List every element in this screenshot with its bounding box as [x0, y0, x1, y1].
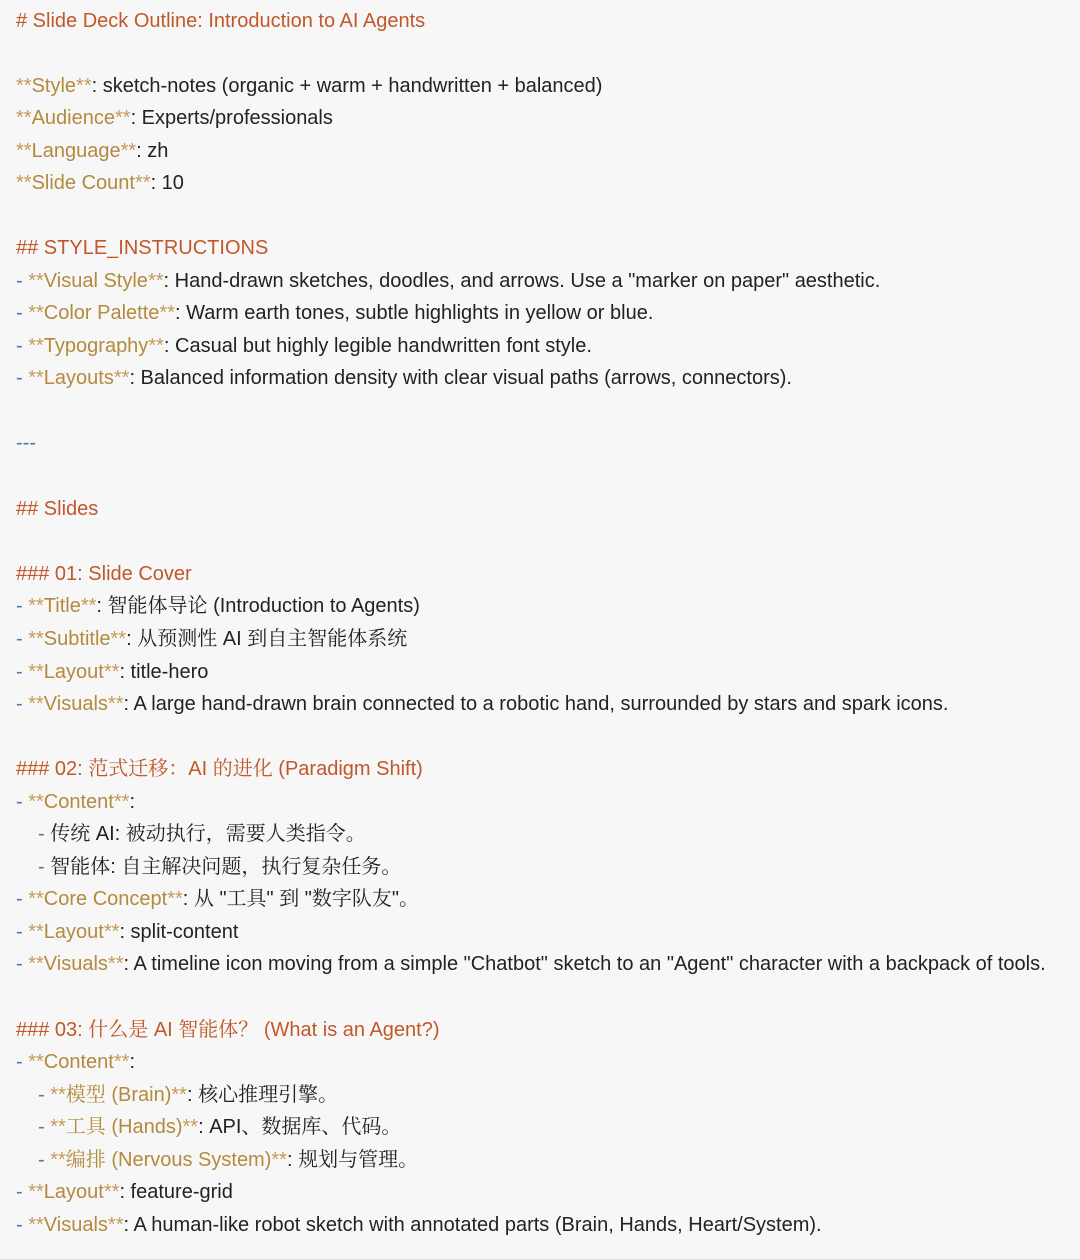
- bold-marker: **: [76, 75, 92, 97]
- bold-marker: **: [28, 1181, 44, 1203]
- value-core-concept: : 从 "工具" 到 "数字队友"。: [182, 888, 419, 910]
- bold-marker: **: [167, 888, 183, 910]
- list-bullet: -: [16, 302, 29, 324]
- bold-marker: **: [28, 921, 44, 943]
- bold-marker: **: [147, 270, 164, 292]
- list-bullet: -: [16, 595, 29, 617]
- list-bullet: -: [38, 1084, 51, 1106]
- value-visuals: : A human-like robot sketch with annotated parts (Brain, Hands, Heart/System).: [123, 1214, 822, 1236]
- bold-marker: **: [107, 1214, 124, 1236]
- list-bullet: -: [16, 661, 29, 683]
- value-slide-count: : 10: [150, 172, 184, 194]
- value-layout: : feature-grid: [119, 1181, 233, 1203]
- bold-marker: **: [16, 107, 32, 129]
- style-layouts-item: [16, 365, 792, 391]
- bold-marker: **: [16, 140, 32, 162]
- list-bullet: -: [38, 1149, 51, 1171]
- value-content: :: [129, 791, 135, 813]
- bold-marker: **: [113, 1051, 130, 1073]
- bold-marker: **: [80, 595, 97, 617]
- key-core-concept: Core Concept: [43, 888, 168, 910]
- key-visuals: Visuals: [43, 693, 108, 715]
- key-visual-style: Visual Style: [43, 270, 148, 292]
- key-visuals: Visuals: [43, 1214, 108, 1236]
- slide02-visuals-item: [16, 951, 1046, 977]
- slide01-visuals-item: [16, 691, 948, 717]
- list-bullet: -: [16, 367, 29, 389]
- bold-marker: **: [159, 302, 175, 324]
- list-bullet: -: [16, 921, 29, 943]
- bold-marker: **: [120, 140, 137, 162]
- slide01-title-item: [16, 593, 420, 619]
- list-bullet: -: [16, 335, 29, 357]
- key-audience: Audience: [31, 107, 115, 129]
- bold-marker: **: [16, 172, 32, 194]
- value-layout: : split-content: [119, 921, 239, 943]
- value-brain: : 核心推理引擎。: [186, 1084, 339, 1106]
- bold-marker: **: [110, 628, 127, 650]
- list-bullet: -: [16, 1214, 29, 1236]
- value-hands: : API、数据库、代码。: [198, 1116, 402, 1138]
- bold-marker: **: [28, 628, 44, 650]
- value-typography: : Casual but highly legible handwritten font style.: [163, 335, 592, 357]
- slide02-agent-subitem: [38, 854, 401, 880]
- value-title: : 智能体导论 (Introduction to Agents): [96, 595, 420, 617]
- bold-marker: **: [50, 1116, 66, 1138]
- list-bullet: -: [38, 823, 51, 845]
- list-bullet: -: [16, 693, 29, 715]
- value-content: :: [129, 1051, 135, 1073]
- bold-marker: **: [28, 791, 44, 813]
- key-language: Language: [31, 140, 121, 162]
- key-typography: Typography: [43, 335, 149, 357]
- bold-marker: **: [28, 302, 44, 324]
- bold-marker: **: [107, 953, 124, 975]
- list-bullet: -: [16, 270, 29, 292]
- bold-marker: **: [28, 270, 44, 292]
- slide03-brain-subitem: [38, 1082, 338, 1108]
- slide03-layout-item: [16, 1179, 233, 1205]
- meta-language-line: [16, 138, 168, 164]
- key-layout: Layout: [43, 1181, 104, 1203]
- bold-marker: **: [271, 1149, 287, 1171]
- value-subtitle: : 从预测性 AI 到自主智能体系统: [126, 628, 408, 650]
- style-typography-item: [16, 333, 592, 359]
- bold-marker: **: [28, 367, 44, 389]
- bold-marker: **: [182, 1116, 199, 1138]
- key-layout: Layout: [43, 921, 104, 943]
- value-visuals: : A timeline icon moving from a simple "Chatbot" sketch to an "Agent" character with a backpack of tools.: [123, 953, 1046, 975]
- bold-marker: **: [114, 107, 131, 129]
- style-palette-item: [16, 300, 653, 326]
- value-visuals: : A large hand-drawn brain connected to a robotic hand, surrounded by stars and spark icons.: [123, 693, 949, 715]
- key-brain: 模型 (Brain): [65, 1084, 172, 1106]
- key-subtitle: Subtitle: [43, 628, 111, 650]
- list-bullet: -: [38, 1116, 51, 1138]
- key-title: Title: [43, 595, 81, 617]
- h3-slide-01: ### 01: Slide Cover: [16, 563, 192, 585]
- bold-marker: **: [134, 172, 151, 194]
- bold-marker: **: [28, 888, 44, 910]
- key-content: Content: [43, 1051, 114, 1073]
- bold-marker: **: [28, 693, 44, 715]
- value-color-palette: : Warm earth tones, subtle highlights in yellow or blue.: [175, 302, 654, 324]
- value-language: : zh: [136, 140, 169, 162]
- value-nervous-system: : 规划与管理。: [286, 1149, 419, 1171]
- value-audience: : Experts/professionals: [130, 107, 333, 129]
- h3-slide-03: ### 03: 什么是 AI 智能体？ (What is an Agent?): [16, 1019, 440, 1041]
- meta-slide-count-line: [16, 170, 184, 196]
- meta-audience-line: [16, 105, 333, 131]
- bold-marker: **: [50, 1084, 66, 1106]
- meta-style-line: [16, 73, 602, 99]
- key-nervous-system: 编排 (Nervous System): [65, 1149, 272, 1171]
- slide02-core-concept-item: [16, 886, 419, 912]
- bold-marker: **: [50, 1149, 66, 1171]
- slide02-traditional-ai-subitem: [38, 821, 366, 847]
- key-style: Style: [31, 75, 77, 97]
- value-visual-style: : Hand-drawn sketches, doodles, and arrows. Use a "marker on paper" aesthetic.: [163, 270, 881, 292]
- bold-marker: **: [28, 335, 44, 357]
- bold-marker: **: [28, 661, 44, 683]
- key-slide-count: Slide Count: [31, 172, 135, 194]
- horizontal-rule: ---: [16, 432, 36, 454]
- value-layouts: : Balanced information density with clear visual paths (arrows, connectors).: [129, 367, 792, 389]
- key-hands: 工具 (Hands): [65, 1116, 183, 1138]
- slide03-hands-subitem: [38, 1114, 401, 1140]
- bold-marker: **: [107, 693, 124, 715]
- slide02-content-item: [16, 789, 135, 815]
- h3-slide-02: ### 02: 范式迁移：AI 的进化 (Paradigm Shift): [16, 758, 423, 780]
- list-bullet: -: [16, 953, 29, 975]
- bold-marker: **: [171, 1084, 187, 1106]
- key-color-palette: Color Palette: [43, 302, 160, 324]
- bold-marker: **: [28, 1214, 44, 1236]
- h1-deck-outline: # Slide Deck Outline: Introduction to AI Agents: [16, 10, 426, 32]
- list-bullet: -: [16, 628, 29, 650]
- slide03-nervous-system-subitem: [38, 1147, 418, 1173]
- h2-slides: ## Slides: [16, 498, 99, 520]
- bold-marker: **: [28, 953, 44, 975]
- list-bullet: -: [38, 856, 51, 878]
- style-visual-item: [16, 268, 880, 294]
- bold-marker: **: [103, 1181, 120, 1203]
- h2-style-instructions: ## STYLE_INSTRUCTIONS: [16, 237, 269, 259]
- slide02-layout-item: [16, 919, 238, 945]
- bold-marker: **: [28, 1051, 44, 1073]
- key-content: Content: [43, 791, 114, 813]
- slide01-layout-item: [16, 659, 208, 685]
- bold-marker: **: [103, 661, 120, 683]
- key-layouts: Layouts: [43, 367, 114, 389]
- key-visuals: Visuals: [43, 953, 108, 975]
- list-bullet: -: [16, 888, 29, 910]
- slide03-content-item: [16, 1049, 135, 1075]
- list-bullet: -: [16, 791, 29, 813]
- key-layout: Layout: [43, 661, 104, 683]
- value-style: : sketch-notes (organic + warm + handwritten + balanced): [91, 75, 603, 97]
- bold-marker: **: [113, 367, 130, 389]
- bold-marker: **: [103, 921, 120, 943]
- list-bullet: -: [16, 1051, 29, 1073]
- bold-marker: **: [148, 335, 164, 357]
- slide01-subtitle-item: [16, 626, 407, 652]
- bold-marker: **: [28, 595, 44, 617]
- bold-marker: **: [16, 75, 32, 97]
- list-bullet: -: [16, 1181, 29, 1203]
- slide03-visuals-item: [16, 1212, 822, 1238]
- subitem-text: 传统 AI: 被动执行，需要人类指令。: [50, 823, 366, 845]
- bold-marker: **: [113, 791, 130, 813]
- subitem-text: 智能体: 自主解决问题，执行复杂任务。: [50, 856, 402, 878]
- value-layout: : title-hero: [119, 661, 209, 683]
